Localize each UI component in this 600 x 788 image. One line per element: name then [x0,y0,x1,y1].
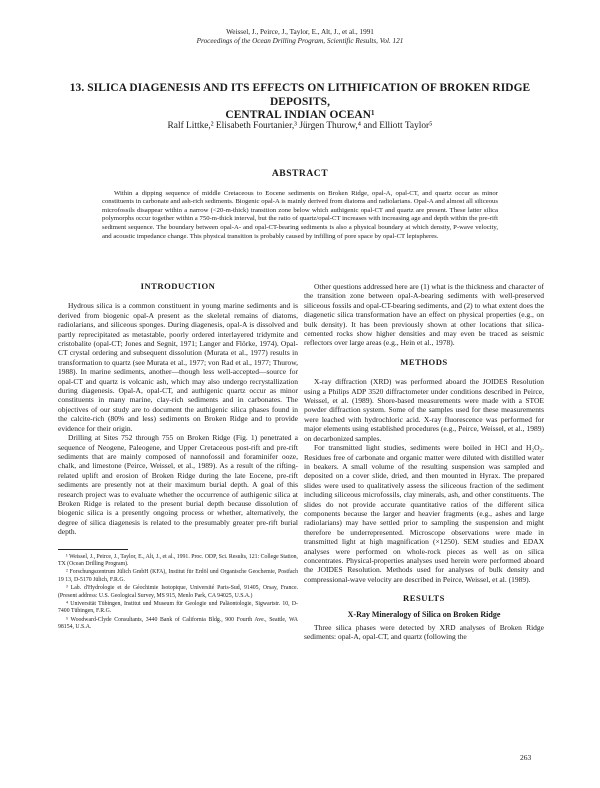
footnote-2: ² Forschungszentrum Jülich GmbH (KFA), Institut für Erdöl und Organische Geochemie, Postfach 19 13, D-5170 Jülich, F.R.G. [58,569,298,583]
methods-heading: METHODS [400,356,448,367]
results-subheading: X-Ray Mineralogy of Silica on Broken Ridge [347,609,501,619]
results-paragraph-1: Three silica phases were detected by XRD analyses of Broken Ridge sediments: opal-A, opal-CT, and quartz (following the [304,623,544,642]
footnote-1: ¹ Weissel, J., Peirce, J., Taylor, E., Alt, J., et al., 1991. Proc. ODP, Sci. Results, 121: College Station, TX (Ocean Drilling Program). [58,553,298,567]
paper-title-line-1: 13. SILICA DIAGENESIS AND ITS EFFECTS ON LITHIFICATION OF BROKEN RIDGE DEPOSITS, [69,82,531,108]
right-column [304,282,544,642]
introduction-heading: INTRODUCTION [140,281,216,291]
running-head-proceedings: Proceedings of the Ocean Drilling Program, Scientific Results, Vol. 121 [196,37,404,45]
running-head [0,28,600,46]
introduction-paragraph-2: Drilling at Sites 752 through 755 on Broken Ridge (Fig. 1) penetrated a sequence of Neogene, Paleogene, and Upper Cretaceous post-rift and pre-rift sediments that are mainly composed of nannofossil and foraminifer ooze, chalk, and limestone (Peirce, Weissel, et al., 1989). As a result of the rifting-related uplift and erosion of Broken Ridge during the late Eocene, pre-rift sediments are presently not at their maximum burial depth. A goal of this research project was to evaluate whether the occurrence of authigenic silica at Broken Ridge is related to the present burial depth because dissolution of biogenic silica is a presently ongoing process or whether, alternatively, the degree of silica diagenesis is related to the presumably greater pre-rift burial depth. [58,433,298,537]
abstract-heading: ABSTRACT [271,168,329,179]
page-number: 263 [520,753,532,762]
paper-title [40,82,560,123]
introduction-paragraph-1: Hydrous silica is a common constituent in young marine sediments and is derived from biogenic opal-A present as the skeletal remains of diatoms, radiolarians, and siliceous sponges. During diagenesis, opal-A is dissolved and partly reprecipitated as metastable, poorly ordered interlayered tridymite and cristobalite (opal-CT; Jones and Segnit, 1971; Langer and Flörke, 1974). Opal-CT crystal ordering and subsequent dissolution (Murata et al., 1977) results in transformation to quartz (see Murata et al., 1977; von Rad et al., 1977; Thurow, 1988). In marine sediments, another—though less well-accepted—source for opal-CT and quartz is volcanic ash, which may also undergo recrystallization during diagenesis. Opal-A, opal-CT, and authigenic quartz occur as minor constituents in many marine, clay-rich sediments and in carbonates. The objectives of our study are to document the authigenic silica phases found in the calcite-rich (80% and less) sediments on Broken Ridge and to provide evidence for their origin. [58,301,298,433]
results-heading: RESULTS [403,593,445,604]
running-head-citation: Weissel, J., Peirce, J., Taylor, E., Alt, J., et al., 1991 [226,28,374,36]
footnote-5: ⁵ Woodward-Clyde Consultants, 3440 Bank of California Bldg., 900 Fourth Ave., Seattle, WA 98154, U.S.A. [58,616,298,631]
paper-title-line-2: CENTRAL INDIAN OCEAN¹ [225,109,375,121]
author-list: Ralf Littke,² Elisabeth Fourtanier,³ Jürgen Thurow,⁴ and Elliott Taylor⁵ [167,121,433,131]
left-column [58,282,298,633]
footnote-divider [58,549,128,550]
abstract-text: Within a dipping sequence of middle Cretaceous to Eocene sediments on Broken Ridge, opal-A, opal-CT, and quartz occur as minor constituents in carbonate and ash-rich sediments. Biogenic opal-A is mainly derived from diatoms and radiolarians. Opal-A and almost all siliceous microfossils disappear within a narrow (<20-m-thick) transition zone below which authigenic opal-CT and quartz are present. These latter silica polymorphs occur together within a 750-m-thick interval, but the ratio of quartz/opal-CT increases with increasing age and depth within the pre-rift sediment sequence. The boundary between opal-A- and opal-CT-bearing sediments is also a physical boundary at which density, P-wave velocity, and acoustic impedance change. This physical transition is probably caused by infilling of pore space by opal-CT lepispheres. [102,189,498,240]
introduction-continued: Other questions addressed here are (1) what is the thickness and character of the transition zone between opal-A-bearing sediments with well-preserved siliceous fossils and opal-CT-bearing sediments, and (2) to what extent does the diagenetic silica transformation have an effect on physical properties (e.g., on bulk density). It has been previously shown at other locations that silica-cemented rocks show higher densities and may even be traced as seismic reflectors over large areas (e.g., Hein et al., 1978). [304,282,544,348]
footnote-4: ⁴ Universität Tübingen, Institut und Museum für Geologie und Paläontologie, Sigwartstr. 10, D-7400 Tübingen, F.R.G. [58,601,298,615]
methods-paragraph-2: For transmitted light studies, sediments were boiled in HCl and H₂O₂. Residues free of carbonate and organic matter were diluted with distilled water in beakers. A small volume of the resulting suspension was sampled and deposited on a cover slide, dried, and then mounted in Hyrax. The prepared slides were used to qualitatively assess the siliceous fraction of the sediment including siliceous microfossils, clay minerals, ash, and other constituents. The slides do not provide accurate quantitative ratios of the different silica components because the larger and heavier fragments (e.g., ashes and large radiolarians) may have settled prior to sampling the suspension and might therefore be underrepresented. Microscope observations were made in transmitted light at high magnification (×1250). SEM studies and EDAX analyses were performed on whole-rock pieces as well as on silica concentrates. Physical-properties analyses used herein were performed aboard the JOIDES Resolution. Methods used for analyses of bulk density and compressional-wave velocity are described in Peirce, Weissel, et al. (1989). [304,443,544,584]
footnote-3: ³ Lab. d'Hydrologie et de Géochimie Isotopique, Université Paris-Sud, 91405, Orsay, France. (Present address: U.S. Geological Survey, MS 915, Menlo Park, CA 94025, U.S.A.) [58,585,298,599]
footnotes [58,554,298,632]
methods-paragraph-1: X-ray diffraction (XRD) was performed aboard the JOIDES Resolution using a Philips ADP 3520 diffractometer under conditions described in Peirce, Weissel, et al. (1989). Shore-based measurements were made with a STOE powder diffraction system. Some of the samples used for these measurements were leached with hydrochloric acid. X-ray fluorescence was performed for major elements using established procedures (e.g., Peirce, Weissel, et al., 1989) on decarbonized samples. [304,377,544,443]
